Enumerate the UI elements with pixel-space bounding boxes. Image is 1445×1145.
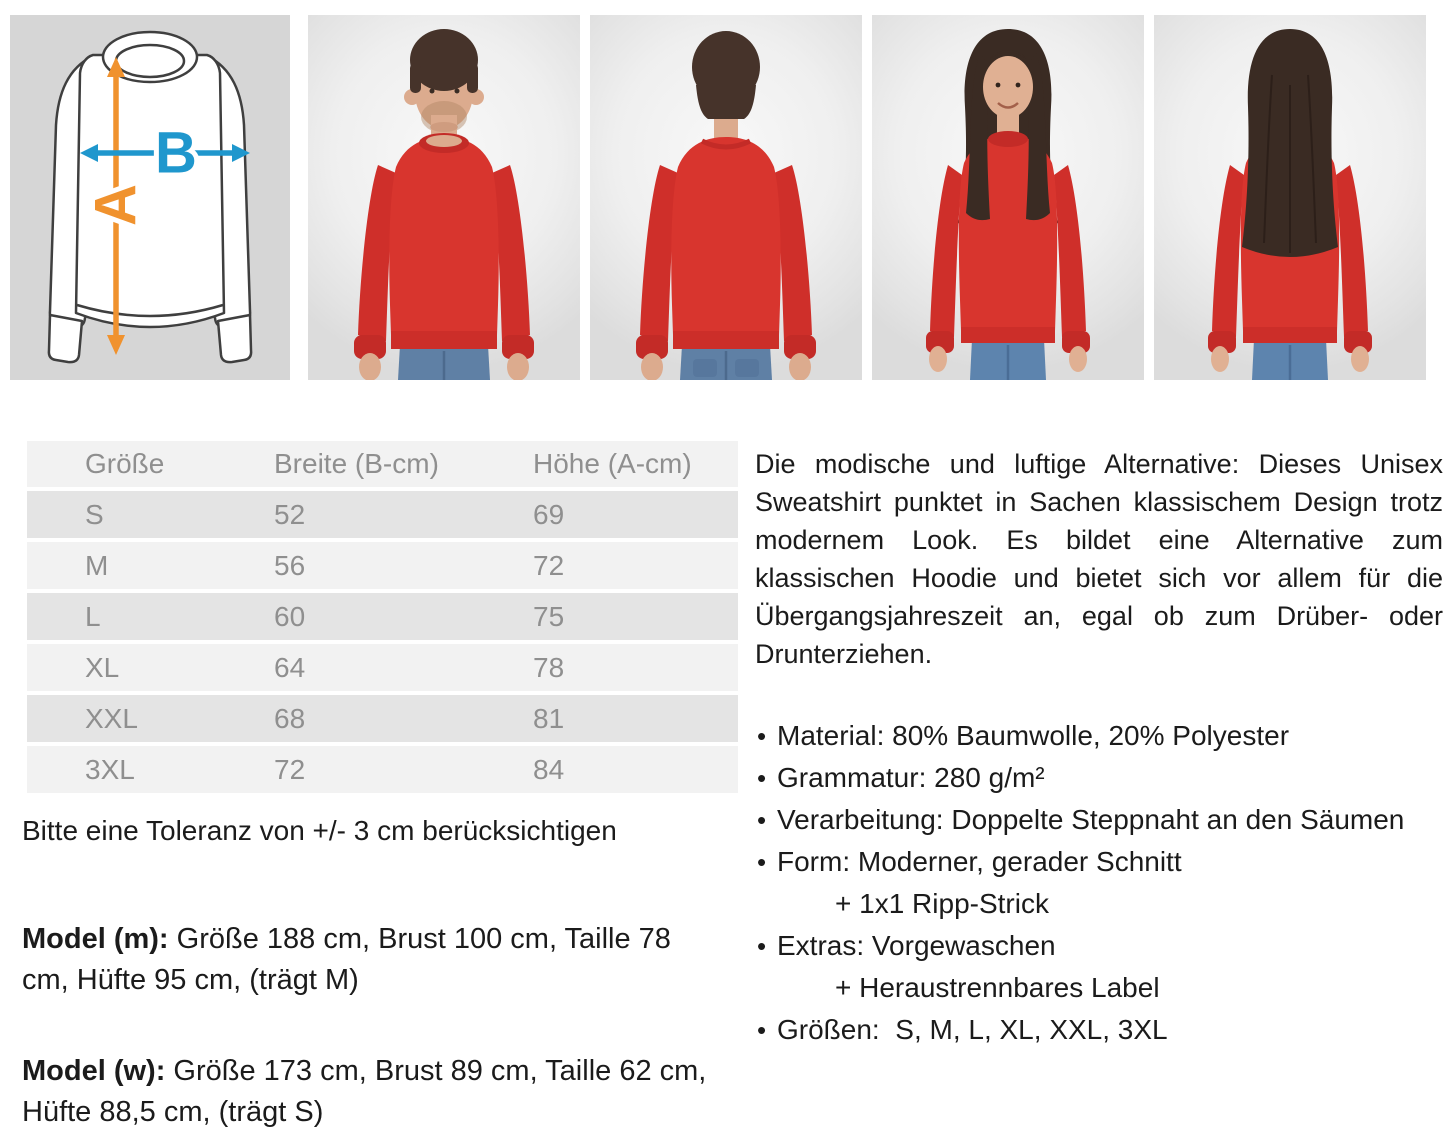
feature-item [755, 1009, 1443, 1051]
size-cell: L [27, 593, 273, 640]
table-header-row [27, 441, 738, 487]
collar-inner [116, 45, 184, 77]
feature-text: Form: Moderner, gerader Schnitt [777, 846, 1182, 877]
model-female-front-illustration [872, 15, 1144, 380]
model-w-text: Größe 173 cm, Brust 89 cm, Taille 62 cm, Hüfte 88,5 cm, (trägt S) [22, 1055, 707, 1128]
column-header-height: Höhe (A-cm) [532, 441, 738, 487]
feature-item [755, 757, 1443, 799]
size-cell: 3XL [27, 746, 273, 793]
feature-text: Verarbeitung: Doppelte Steppnaht an den Säumen [777, 804, 1405, 835]
model-male-back-illustration [590, 15, 862, 380]
column-header-width: Breite (B-cm) [273, 441, 532, 487]
feature-item [755, 841, 1443, 925]
width-cell: 52 [273, 491, 532, 538]
table-row [27, 542, 738, 589]
size-chart-table [27, 437, 738, 797]
size-cell: M [27, 542, 273, 589]
size-chart-section [22, 437, 734, 1133]
feature-item [755, 799, 1443, 841]
size-cell: XL [27, 644, 273, 691]
model-male-front-illustration [308, 15, 580, 380]
model-m-info [22, 919, 722, 1001]
width-cell: 64 [273, 644, 532, 691]
feature-item [755, 715, 1443, 757]
size-cell: S [27, 491, 273, 538]
table-row [27, 593, 738, 640]
cuff-right [218, 315, 251, 362]
tolerance-note: Bitte eine Toleranz von +/- 3 cm berücksichtigen [22, 815, 617, 846]
width-cell: 60 [273, 593, 532, 640]
product-gallery [10, 15, 1426, 380]
table-row [27, 491, 738, 538]
product-description: Die modische und luftige Alternative: Dieses Unisex Sweatshirt punktet in Sachen klassischem Design trotz modernem Look. Es bildet eine Alternative zum klassischen Hoodie und bietet sich vor allem für die Übergangsjahreszeit an, egal ob zum Drüber- oder Drunterziehen. [755, 449, 1443, 669]
size-cell: XXL [27, 695, 273, 742]
height-cell: 78 [532, 644, 738, 691]
model-female-back-illustration [1154, 15, 1426, 380]
gallery-image-model-male-front [308, 15, 580, 380]
table-row [27, 746, 738, 793]
feature-list [755, 715, 1443, 1051]
feature-text: Grammatur: 280 g/m² [777, 762, 1045, 793]
gallery-image-model-female-front [872, 15, 1144, 380]
cuff-left [49, 315, 82, 362]
width-cell: 72 [273, 746, 532, 793]
feature-text: Extras: Vorgewaschen [777, 930, 1056, 961]
feature-item [755, 925, 1443, 1009]
feature-extra: + Heraustrennbares Label [835, 972, 1160, 1003]
table-row [27, 695, 738, 742]
model-w-info [22, 1051, 722, 1133]
gallery-image-model-male-back [590, 15, 862, 380]
width-cell: 56 [273, 542, 532, 589]
model-m-label: Model (m): [22, 923, 169, 955]
table-row [27, 644, 738, 691]
model-m-text: Größe 188 cm, Brust 100 cm, Taille 78 cm, Hüfte 95 cm, (trägt M) [22, 923, 671, 996]
gallery-image-size-diagram [10, 15, 290, 380]
model-w-label: Model (w): [22, 1055, 166, 1087]
gallery-image-model-female-back [1154, 15, 1426, 380]
description-section [755, 445, 1443, 1051]
width-cell: 68 [273, 695, 532, 742]
width-arrow-label: B [155, 120, 197, 186]
feature-extra: + 1x1 Ripp-Strick [835, 888, 1049, 919]
height-cell: 72 [532, 542, 738, 589]
height-arrow-label: A [83, 184, 149, 226]
feature-text: Größen: S, M, L, XL, XXL, 3XL [777, 1014, 1168, 1045]
height-cell: 75 [532, 593, 738, 640]
column-header-size: Größe [27, 441, 273, 487]
height-cell: 69 [532, 491, 738, 538]
feature-text: Material: 80% Baumwolle, 20% Polyester [777, 720, 1290, 751]
height-cell: 84 [532, 746, 738, 793]
sweatshirt-measurement-diagram [10, 15, 290, 380]
height-cell: 81 [532, 695, 738, 742]
